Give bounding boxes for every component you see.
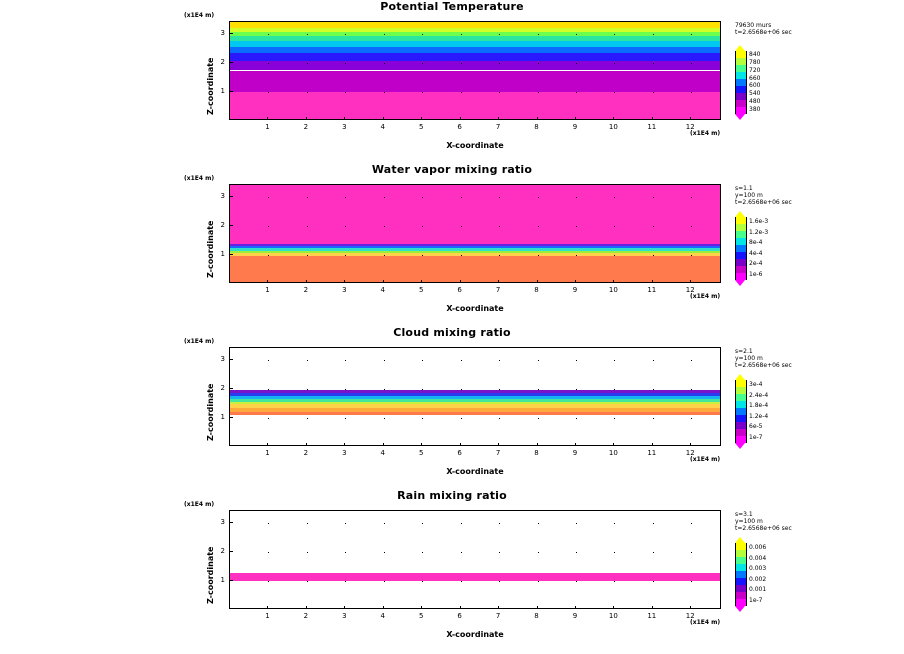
x-tick-label: 8	[534, 612, 539, 620]
colorbar-swatch	[735, 394, 747, 401]
x-tick-mark	[652, 117, 653, 120]
x-tick-mark	[421, 280, 422, 283]
y-tick-label: 1	[220, 249, 225, 258]
x-tick-mark	[306, 117, 307, 120]
colorbar-label: 3e-4	[749, 381, 763, 389]
x-unit-label: (x1E4 m)	[690, 130, 721, 137]
x-tick-label: 7	[495, 449, 501, 457]
colorbar-label: 1e-7	[749, 596, 763, 604]
x-tick-label: 4	[380, 123, 385, 131]
y-tick-label: 3	[220, 517, 225, 526]
panel-title: Rain mixing ratio	[397, 489, 507, 502]
x-tick-mark	[267, 443, 268, 446]
x-tick-mark	[575, 117, 576, 120]
x-tick-label: 9	[572, 123, 578, 131]
x-tick-mark	[306, 280, 307, 283]
contour-band	[230, 348, 720, 390]
y-tick-label: 2	[220, 57, 225, 66]
x-tick-mark	[498, 117, 499, 120]
x-tick-mark	[613, 443, 614, 446]
x-tick-label: 11	[647, 286, 657, 294]
colorbar-label: 1.2e-3	[749, 228, 769, 236]
y-axis-title: Z-coordinate	[206, 383, 215, 441]
colorbar-label: 0.004	[749, 554, 767, 562]
contour-band	[230, 185, 720, 244]
x-tick-label: 6	[457, 286, 462, 294]
x-tick-label: 2	[303, 449, 309, 457]
contour-band	[230, 28, 720, 32]
contour-fill	[230, 22, 720, 119]
x-tick-mark	[267, 117, 268, 120]
meta-line: y=100 m	[735, 355, 763, 362]
colorbar-swatch	[735, 100, 747, 107]
x-axis-title: X-coordinate	[446, 630, 504, 639]
meta-line: t=2.6568e+06 sec	[735, 525, 792, 532]
y-tick-mark	[230, 359, 233, 360]
x-tick-label: 5	[418, 123, 424, 131]
colorbar-swatch	[735, 259, 747, 266]
colorbar-bottom-arrow	[735, 606, 745, 612]
contour-band	[230, 396, 720, 399]
contour-band	[230, 399, 720, 402]
colorbar-swatch	[735, 224, 747, 231]
x-tick-label: 5	[418, 612, 424, 620]
y-axis-title: Z-coordinate	[206, 57, 215, 115]
x-unit-label: (x1E4 m)	[690, 456, 721, 463]
colorbar-swatch	[735, 592, 747, 599]
meta-line: s=2.1	[735, 348, 753, 355]
x-tick-label: 1	[265, 286, 270, 294]
x-tick-label: 7	[495, 286, 501, 294]
contour-band	[230, 248, 720, 250]
colorbar-swatch	[735, 245, 747, 252]
colorbar-swatch	[735, 557, 747, 564]
x-tick-mark	[652, 606, 653, 609]
x-tick-mark	[613, 280, 614, 283]
contour-band	[230, 22, 720, 28]
colorbar-label: 2.4e-4	[749, 391, 769, 399]
x-tick-label: 11	[647, 449, 657, 457]
x-tick-label: 12	[685, 449, 695, 457]
x-tick-label: 7	[495, 612, 501, 620]
x-tick-mark	[344, 443, 345, 446]
contour-band	[230, 511, 720, 573]
x-tick-label: 8	[534, 449, 539, 457]
panel-meta	[735, 22, 792, 36]
x-tick-label: 7	[495, 123, 501, 131]
colorbar-label: 840	[749, 50, 761, 58]
x-tick-mark	[690, 606, 691, 609]
meta-line: t=2.6568e+06 sec	[735, 29, 792, 36]
y-tick-mark	[230, 580, 233, 581]
meta-line: t=2.6568e+06 sec	[735, 362, 792, 369]
x-unit-label: (x1E4 m)	[690, 293, 721, 300]
y-unit-label: (x1E4 m)	[184, 12, 215, 19]
x-tick-label: 12	[685, 612, 695, 620]
colorbar-swatch	[735, 51, 747, 58]
x-tick-mark	[537, 443, 538, 446]
colorbar-swatch	[735, 273, 747, 280]
y-axis-title: Z-coordinate	[206, 220, 215, 278]
x-tick-mark	[498, 606, 499, 609]
y-tick-mark	[230, 91, 233, 92]
x-tick-label: 2	[303, 286, 309, 294]
panel-meta	[735, 185, 792, 206]
x-tick-label: 10	[608, 612, 618, 620]
y-tick-label: 1	[220, 412, 225, 421]
colorbar-swatch	[735, 401, 747, 408]
x-tick-mark	[460, 280, 461, 283]
colorbar-swatch	[735, 422, 747, 429]
colorbar-swatch	[735, 79, 747, 86]
panel-cloud-mixing-ratio	[0, 326, 904, 486]
colorbar-swatch	[735, 585, 747, 592]
panel-title: Water vapor mixing ratio	[371, 163, 533, 176]
colorbar-swatch	[735, 415, 747, 422]
x-tick-mark	[344, 117, 345, 120]
x-tick-label: 10	[608, 449, 618, 457]
colorbar-swatch	[735, 436, 747, 443]
x-axis-title: X-coordinate	[446, 304, 504, 313]
x-tick-mark	[537, 606, 538, 609]
x-tick-label: 6	[457, 449, 462, 457]
colorbar-label: 480	[749, 98, 761, 106]
x-tick-mark	[383, 280, 384, 283]
colorbar-bottom-arrow	[735, 114, 745, 120]
x-tick-mark	[575, 606, 576, 609]
panel-rain-mixing-ratio	[0, 489, 904, 654]
x-tick-mark	[498, 443, 499, 446]
colorbar-swatch	[735, 429, 747, 436]
y-tick-mark	[230, 551, 233, 552]
contour-band	[230, 253, 720, 256]
y-unit-label: (x1E4 m)	[184, 501, 215, 508]
contour-band	[230, 47, 720, 53]
x-tick-mark	[383, 443, 384, 446]
panel-water-vapor	[0, 163, 904, 323]
x-tick-mark	[652, 443, 653, 446]
colorbar-swatch	[735, 238, 747, 245]
contour-band	[230, 404, 720, 407]
colorbar-swatch	[735, 408, 747, 415]
x-tick-label: 11	[647, 612, 657, 620]
x-tick-label: 3	[342, 612, 347, 620]
y-tick-mark	[230, 388, 233, 389]
x-tick-mark	[690, 280, 691, 283]
colorbar-label: 1.6e-3	[749, 218, 769, 226]
x-tick-mark	[537, 280, 538, 283]
contour-band	[230, 581, 720, 608]
colorbar-swatch	[735, 252, 747, 259]
y-tick-mark	[230, 417, 233, 418]
colorbar-label: 1e-6	[749, 270, 763, 278]
panel-title: Cloud mixing ratio	[393, 326, 511, 339]
contour-band	[230, 246, 720, 248]
x-tick-label: 3	[342, 449, 347, 457]
x-tick-label: 5	[418, 449, 424, 457]
colorbar-swatch	[735, 217, 747, 224]
contour-fill	[230, 185, 720, 282]
colorbar-label: 8e-4	[749, 239, 763, 247]
x-tick-label: 4	[380, 612, 385, 620]
meta-line: 79630 murs	[735, 22, 772, 29]
contour-band	[230, 53, 720, 60]
colorbar-bottom-arrow	[735, 280, 745, 286]
y-tick-mark	[230, 254, 233, 255]
contour-band	[230, 412, 720, 415]
x-tick-label: 1	[265, 449, 270, 457]
colorbar-swatch	[735, 564, 747, 571]
panel-meta	[735, 511, 792, 532]
x-tick-mark	[306, 443, 307, 446]
meta-line: y=100 m	[735, 192, 763, 199]
colorbar-swatch	[735, 571, 747, 578]
x-tick-label: 4	[380, 286, 385, 294]
meta-line: s=1.1	[735, 185, 753, 192]
x-tick-label: 9	[572, 612, 578, 620]
x-tick-mark	[421, 443, 422, 446]
y-tick-label: 3	[220, 28, 225, 37]
x-tick-label: 1	[265, 612, 270, 620]
colorbar-swatch	[735, 58, 747, 65]
contour-band	[230, 251, 720, 253]
y-tick-label: 1	[220, 575, 225, 584]
colorbar-label: 1.2e-4	[749, 412, 769, 420]
contour-fill	[230, 511, 720, 608]
colorbar-swatch	[735, 543, 747, 550]
y-tick-mark	[230, 225, 233, 226]
colorbar-label: 380	[749, 106, 761, 114]
x-axis-title: X-coordinate	[446, 467, 504, 476]
colorbar-label: 0.001	[749, 586, 767, 594]
x-tick-mark	[460, 117, 461, 120]
x-tick-label: 2	[303, 612, 309, 620]
panel-meta	[735, 348, 792, 369]
x-tick-label: 3	[342, 123, 347, 131]
colorbar-swatch	[735, 86, 747, 93]
colorbar-label: 0.006	[749, 544, 767, 552]
colorbar-swatch	[735, 72, 747, 79]
x-tick-label: 8	[534, 123, 539, 131]
y-tick-label: 3	[220, 354, 225, 363]
x-tick-label: 2	[303, 123, 309, 131]
plot-area	[229, 184, 721, 283]
contour-band	[230, 36, 720, 41]
y-axis-title: Z-coordinate	[206, 546, 215, 604]
x-axis-title: X-coordinate	[446, 141, 504, 150]
y-tick-label: 3	[220, 191, 225, 200]
colorbar-swatch	[735, 387, 747, 394]
colorbar-label: 2e-4	[749, 260, 763, 268]
x-tick-mark	[613, 606, 614, 609]
contour-band	[230, 32, 720, 37]
contour-band	[230, 244, 720, 246]
colorbar-swatch	[735, 65, 747, 72]
y-tick-label: 2	[220, 383, 225, 392]
colorbar-label: 780	[749, 58, 761, 66]
x-tick-mark	[383, 117, 384, 120]
colorbar-swatch	[735, 599, 747, 606]
colorbar-label: 720	[749, 66, 761, 74]
panel-potential-temperature	[0, 0, 904, 160]
colorbar-swatch	[735, 107, 747, 114]
contour-fill	[230, 348, 720, 445]
contour-band	[230, 256, 720, 282]
x-tick-label: 12	[685, 286, 695, 294]
x-tick-mark	[690, 117, 691, 120]
colorbar-label: 540	[749, 90, 761, 98]
colorbar-label: 0.002	[749, 575, 767, 583]
contour-band	[230, 92, 720, 119]
x-tick-mark	[652, 280, 653, 283]
meta-line: y=100 m	[735, 518, 763, 525]
x-tick-mark	[267, 280, 268, 283]
colorbar-label: 0.003	[749, 565, 767, 573]
x-tick-mark	[344, 280, 345, 283]
colorbar-swatch	[735, 93, 747, 100]
y-tick-mark	[230, 522, 233, 523]
x-tick-label: 5	[418, 286, 424, 294]
x-tick-label: 9	[572, 286, 578, 294]
plot-area	[229, 510, 721, 609]
contour-band	[230, 41, 720, 47]
contour-band	[230, 573, 720, 581]
meta-line: t=2.6568e+06 sec	[735, 199, 792, 206]
colorbar-label: 600	[749, 82, 761, 90]
x-tick-label: 9	[572, 449, 578, 457]
x-tick-label: 6	[457, 612, 462, 620]
colorbar-label: 4e-4	[749, 249, 763, 257]
x-tick-label: 11	[647, 123, 657, 131]
x-tick-label: 4	[380, 449, 385, 457]
x-tick-label: 10	[608, 286, 618, 294]
y-tick-label: 2	[220, 546, 225, 555]
colorbar-label: 1.8e-4	[749, 402, 769, 410]
colorbar-swatch	[735, 578, 747, 585]
meta-line: s=3.1	[735, 511, 753, 518]
contour-band	[230, 393, 720, 396]
x-tick-mark	[498, 280, 499, 283]
x-tick-mark	[690, 443, 691, 446]
x-tick-mark	[460, 606, 461, 609]
x-tick-mark	[344, 606, 345, 609]
x-tick-label: 1	[265, 123, 270, 131]
y-unit-label: (x1E4 m)	[184, 175, 215, 182]
plot-area	[229, 21, 721, 120]
y-unit-label: (x1E4 m)	[184, 338, 215, 345]
contour-band	[230, 71, 720, 92]
contour-band	[230, 408, 720, 413]
contour-band	[230, 390, 720, 393]
y-tick-mark	[230, 33, 233, 34]
colorbar-label: 660	[749, 74, 761, 82]
x-tick-mark	[383, 606, 384, 609]
x-tick-mark	[613, 117, 614, 120]
x-tick-mark	[306, 606, 307, 609]
x-tick-mark	[575, 443, 576, 446]
y-tick-mark	[230, 62, 233, 63]
colorbar-swatch	[735, 231, 747, 238]
x-tick-label: 12	[685, 123, 695, 131]
colorbar-swatch	[735, 550, 747, 557]
x-tick-label: 3	[342, 286, 347, 294]
panel-title: Potential Temperature	[380, 0, 524, 13]
plot-area	[229, 347, 721, 446]
y-tick-label: 1	[220, 86, 225, 95]
x-tick-label: 8	[534, 286, 539, 294]
x-tick-mark	[460, 443, 461, 446]
x-tick-mark	[421, 606, 422, 609]
colorbar-bottom-arrow	[735, 443, 745, 449]
x-tick-mark	[421, 117, 422, 120]
x-tick-mark	[575, 280, 576, 283]
colorbar-swatch	[735, 380, 747, 387]
colorbar-label: 6e-5	[749, 423, 763, 431]
contour-band	[230, 402, 720, 405]
y-tick-label: 2	[220, 220, 225, 229]
contour-band	[230, 415, 720, 445]
colorbar-swatch	[735, 266, 747, 273]
colorbar-label: 1e-7	[749, 433, 763, 441]
x-tick-mark	[537, 117, 538, 120]
x-tick-label: 6	[457, 123, 462, 131]
x-tick-label: 10	[608, 123, 618, 131]
x-unit-label: (x1E4 m)	[690, 619, 721, 626]
y-tick-mark	[230, 196, 233, 197]
contour-band	[230, 61, 720, 71]
x-tick-mark	[267, 606, 268, 609]
